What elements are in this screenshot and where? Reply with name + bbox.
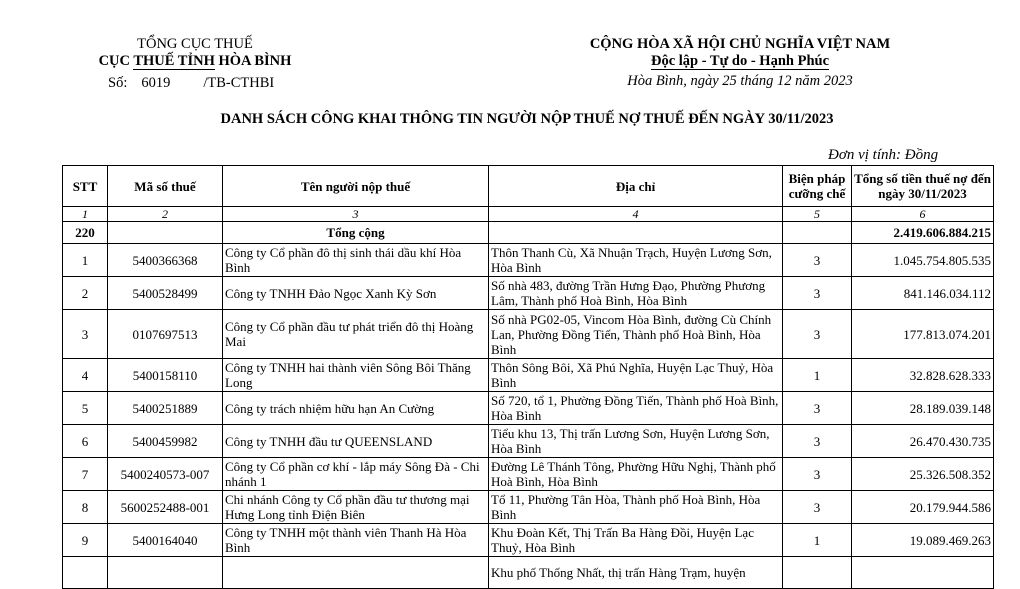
- column-index: 5: [783, 207, 852, 222]
- row-debt-amount: 19.089.469.263: [852, 524, 994, 557]
- total-empty-cell: [489, 222, 783, 244]
- country-name: CỘNG HÒA XÃ HỘI CHỦ NGHĨA VIỆT NAM: [589, 36, 891, 52]
- row-taxpayer-name: Công ty Cổ phần đầu tư phát triển đô thị Hoàng Mai: [223, 310, 489, 359]
- row-enforcement: 1: [783, 524, 852, 557]
- col-header-stt: STT: [63, 166, 108, 207]
- row-taxpayer-name: [223, 557, 489, 589]
- row-debt-amount: 26.470.430.735: [852, 425, 994, 458]
- col-header-tax-code: Mã số thuế: [108, 166, 223, 207]
- row-taxpayer-name: Công ty TNHH hai thành viên Sông Bôi Thăng Long: [223, 359, 489, 392]
- agency-name: [95, 53, 295, 70]
- row-stt: 7: [63, 458, 108, 491]
- column-index: 4: [489, 207, 783, 222]
- row-stt: 2: [63, 277, 108, 310]
- row-enforcement: 3: [783, 491, 852, 524]
- total-label: Tổng cộng: [223, 222, 489, 244]
- row-taxpayer-name: Công ty TNHH đầu tư QUEENSLAND: [223, 425, 489, 458]
- national-motto: [560, 53, 920, 70]
- row-debt-amount: [852, 557, 994, 589]
- row-enforcement: 1: [783, 359, 852, 392]
- row-taxpayer-name: Công ty Cổ phần đô thị sinh thái dầu khí Hòa Bình: [223, 244, 489, 277]
- row-enforcement: [783, 557, 852, 589]
- row-tax-code: 5400366368: [108, 244, 223, 277]
- row-address: Đường Lê Thánh Tông, Phường Hữu Nghị, Thành phố Hoà Bình, Hòa Bình: [489, 458, 783, 491]
- table-row: [63, 425, 994, 458]
- row-enforcement: 3: [783, 425, 852, 458]
- agency-parent: TỔNG CỤC THUẾ: [137, 36, 253, 52]
- total-count: 220: [63, 222, 108, 244]
- agency-name-suffix: HÒA BÌNH: [214, 53, 292, 69]
- row-tax-code: 5400528499: [108, 277, 223, 310]
- agency-name-prefix: CỤC: [98, 53, 134, 69]
- column-index: 2: [108, 207, 223, 222]
- column-index: 6: [852, 207, 994, 222]
- row-address: Khu phố Thống Nhất, thị trấn Hàng Trạm, huyện: [489, 557, 783, 589]
- total-empty-cell: [108, 222, 223, 244]
- row-debt-amount: 841.146.034.112: [852, 277, 994, 310]
- debtor-table: [62, 165, 994, 589]
- document-title: DANH SÁCH CÔNG KHAI THÔNG TIN NGƯỜI NỘP THUẾ NỢ THUẾ ĐẾN NGÀY 30/11/2023: [220, 111, 834, 127]
- table-row: [63, 557, 994, 589]
- row-taxpayer-name: Chi nhánh Công ty Cổ phần đầu tư thương mại Hưng Long tỉnh Điện Biên: [223, 491, 489, 524]
- table-row: [63, 310, 994, 359]
- row-enforcement: 3: [783, 244, 852, 277]
- row-debt-amount: 20.179.944.586: [852, 491, 994, 524]
- row-address: Khu Đoàn Kết, Thị Trấn Ba Hàng Đồi, Huyện Lạc Thuỷ, Hòa Bình: [489, 524, 783, 557]
- row-stt: 8: [63, 491, 108, 524]
- total-row: [63, 222, 994, 244]
- doc-number-suffix: /TB-CTHBI: [203, 75, 275, 91]
- row-address: Tổ 11, Phường Tân Hòa, Thành phố Hoà Bình, Hòa Bình: [489, 491, 783, 524]
- column-index: 1: [63, 207, 108, 222]
- table-row: [63, 458, 994, 491]
- row-debt-amount: 177.813.074.201: [852, 310, 994, 359]
- table-header-row: [63, 166, 994, 207]
- table-row: [63, 277, 994, 310]
- row-tax-code: 5400164040: [108, 524, 223, 557]
- column-index: 3: [223, 207, 489, 222]
- doc-number: [108, 75, 274, 92]
- row-address: Thôn Sông Bôi, Xã Phú Nghĩa, Huyện Lạc Thuỷ, Hòa Bình: [489, 359, 783, 392]
- row-taxpayer-name: Công ty TNHH Đảo Ngọc Xanh Kỳ Sơn: [223, 277, 489, 310]
- row-address: Thôn Thanh Cù, Xã Nhuận Trạch, Huyện Lương Sơn, Hòa Bình: [489, 244, 783, 277]
- table-row: [63, 491, 994, 524]
- row-enforcement: 3: [783, 310, 852, 359]
- table-row: [63, 244, 994, 277]
- row-enforcement: 3: [783, 277, 852, 310]
- col-header-taxpayer-name: Tên người nộp thuế: [223, 166, 489, 207]
- row-address: Số nhà 483, đường Trần Hưng Đạo, Phường Phương Lâm, Thành phố Hoà Bình, Hòa Bình: [489, 277, 783, 310]
- row-debt-amount: 32.828.628.333: [852, 359, 994, 392]
- row-stt: 3: [63, 310, 108, 359]
- row-tax-code: 5400240573-007: [108, 458, 223, 491]
- row-taxpayer-name: Công ty TNHH một thành viên Thanh Hà Hòa Bình: [223, 524, 489, 557]
- row-stt: 5: [63, 392, 108, 425]
- col-header-enforcement: Biện pháp cưỡng chế: [783, 166, 852, 207]
- table-row: [63, 392, 994, 425]
- doc-number-value: 6019: [141, 75, 171, 91]
- row-address: Tiểu khu 13, Thị trấn Lương Sơn, Huyện Lương Sơn, Hòa Bình: [489, 425, 783, 458]
- row-tax-code: 5400459982: [108, 425, 223, 458]
- row-tax-code: 5400158110: [108, 359, 223, 392]
- place-date: Hòa Bình, ngày 25 tháng 12 năm 2023: [627, 73, 853, 89]
- row-debt-amount: 28.189.039.148: [852, 392, 994, 425]
- col-header-total-debt: Tổng số tiền thuế nợ đến ngày 30/11/2023: [852, 166, 994, 207]
- row-stt: [63, 557, 108, 589]
- motto-text: Độc lập - Tự do - Hạnh Phúc: [650, 53, 830, 69]
- row-taxpayer-name: Công ty trách nhiệm hữu hạn An Cường: [223, 392, 489, 425]
- col-header-address: Địa chỉ: [489, 166, 783, 207]
- total-amount: 2.419.606.884.215: [852, 222, 994, 244]
- agency-name-underlined: THUẾ TỈNH: [133, 53, 215, 69]
- row-enforcement: 3: [783, 458, 852, 491]
- row-stt: 6: [63, 425, 108, 458]
- table-row: [63, 524, 994, 557]
- row-address: Số 720, tổ 1, Phường Đồng Tiến, Thành phố Hoà Bình, Hòa Bình: [489, 392, 783, 425]
- row-tax-code: 0107697513: [108, 310, 223, 359]
- row-taxpayer-name: Công ty Cổ phần cơ khí - lắp máy Sông Đà - Chi nhánh 1: [223, 458, 489, 491]
- row-stt: 9: [63, 524, 108, 557]
- currency-unit: Đơn vị tính: Đồng: [828, 147, 939, 163]
- row-tax-code: 5400251889: [108, 392, 223, 425]
- row-enforcement: 3: [783, 392, 852, 425]
- row-debt-amount: 25.326.508.352: [852, 458, 994, 491]
- doc-number-label: Số:: [108, 75, 128, 91]
- row-stt: 4: [63, 359, 108, 392]
- row-tax-code: 5600252488-001: [108, 491, 223, 524]
- row-address: Số nhà PG02-05, Vincom Hòa Bình, đường Cù Chính Lan, Phường Đồng Tiến, Thành phố Hoà Bình, Hòa Bình: [489, 310, 783, 359]
- row-tax-code: [108, 557, 223, 589]
- column-index-row: [63, 207, 994, 222]
- table-row: [63, 359, 994, 392]
- total-empty-cell: [783, 222, 852, 244]
- row-debt-amount: 1.045.754.805.535: [852, 244, 994, 277]
- row-stt: 1: [63, 244, 108, 277]
